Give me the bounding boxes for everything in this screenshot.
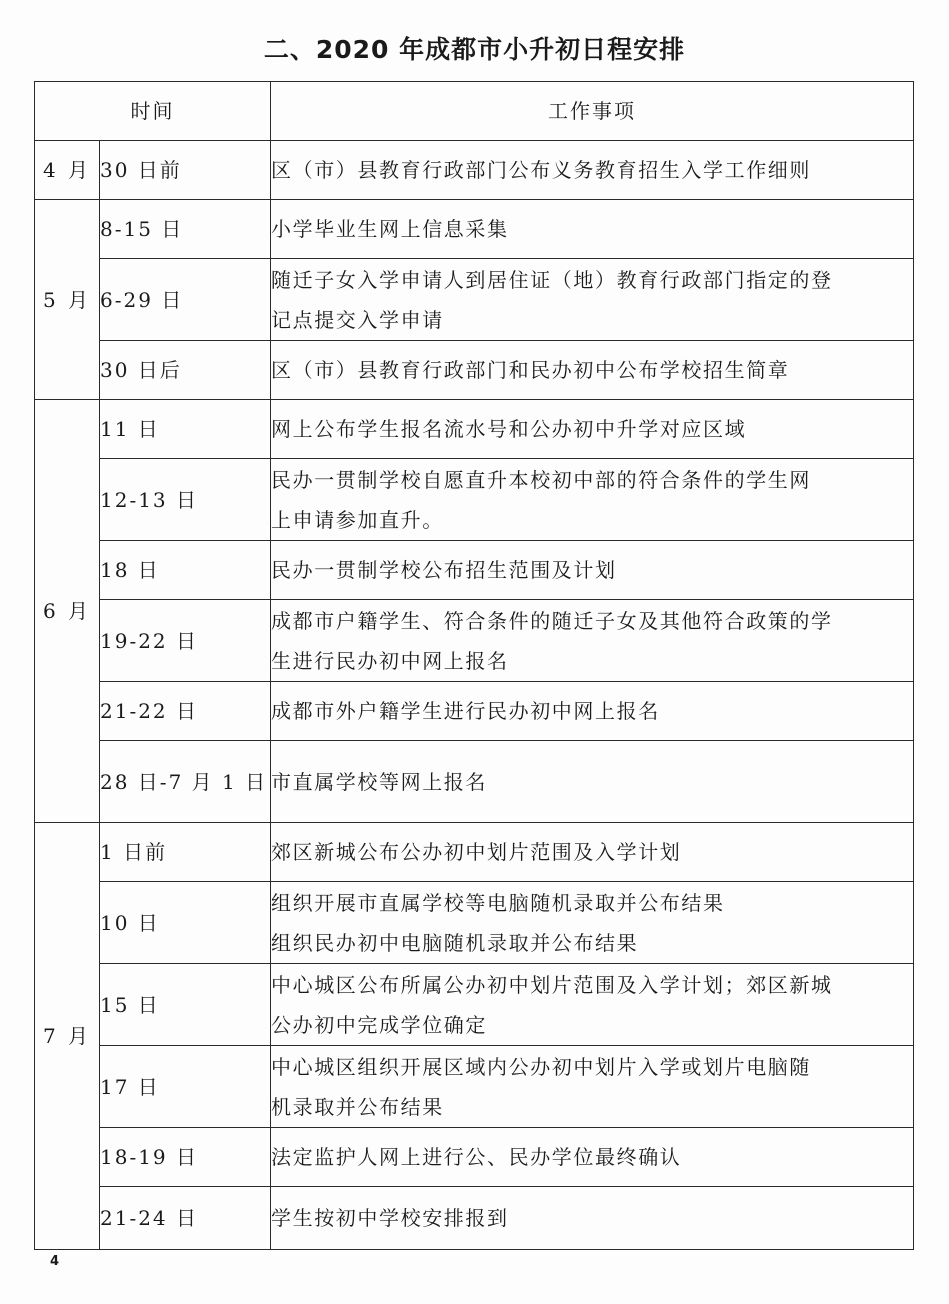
task-line: 组织民办初中电脑随机录取并公布结果 (271, 930, 639, 955)
task-line: 记点提交入学申请 (271, 307, 444, 332)
task-line: 区（市）县教育行政部门和民办初中公布学校招生简章 (271, 358, 790, 382)
task-line: 公办初中完成学位确定 (271, 1012, 487, 1037)
task-cell (271, 682, 914, 741)
task-cell (271, 882, 914, 964)
task-line: 成都市外户籍学生进行民办初中网上报名 (271, 699, 660, 723)
task-line: 民办一贯制学校自愿直升本校初中部的符合条件的学生网 (271, 467, 811, 492)
task-line: 随迁子女入学申请人到居住证（地）教育行政部门指定的登 (271, 267, 833, 292)
table-row (35, 823, 914, 882)
task-line: 学生按初中学校安排报到 (271, 1206, 509, 1230)
task-cell (271, 400, 914, 459)
day-cell: 18 日 (100, 541, 271, 600)
task-line: 组织开展市直属学校等电脑随机录取并公布结果 (271, 890, 725, 915)
task-line: 成都市户籍学生、符合条件的随迁子女及其他符合政策的学 (271, 608, 833, 633)
table-row (35, 964, 914, 1046)
table-row (35, 341, 914, 400)
table-row (35, 459, 914, 541)
table-row (35, 1046, 914, 1128)
task-cell (271, 741, 914, 823)
month-cell: 6 月 (35, 400, 100, 823)
table-row (35, 259, 914, 341)
table-row (35, 741, 914, 823)
table-row (35, 541, 914, 600)
header-time: 时间 (35, 82, 271, 141)
task-cell (271, 1187, 914, 1250)
month-cell: 7 月 (35, 823, 100, 1250)
day-cell: 10 日 (100, 882, 271, 964)
page-number: 4 (50, 1254, 60, 1269)
task-cell (271, 600, 914, 682)
task-cell (271, 1128, 914, 1187)
table-row (35, 682, 914, 741)
task-cell (271, 341, 914, 400)
table-row (35, 141, 914, 200)
task-cell (271, 1046, 914, 1128)
day-cell: 12-13 日 (100, 459, 271, 541)
table-row (35, 600, 914, 682)
table-row (35, 200, 914, 259)
day-cell: 1 日前 (100, 823, 271, 882)
task-cell (271, 459, 914, 541)
task-line: 小学毕业生网上信息采集 (271, 217, 509, 241)
month-cell: 4 月 (35, 141, 100, 200)
task-cell (271, 541, 914, 600)
month-cell: 5 月 (35, 200, 100, 400)
task-line: 郊区新城公布公办初中划片范围及入学计划 (271, 840, 682, 864)
task-line: 市直属学校等网上报名 (271, 769, 487, 794)
day-cell: 15 日 (100, 964, 271, 1046)
task-cell (271, 141, 914, 200)
day-cell: 6-29 日 (100, 259, 271, 341)
day-cell: 17 日 (100, 1046, 271, 1128)
task-cell (271, 259, 914, 341)
task-line: 网上公布学生报名流水号和公办初中升学对应区域 (271, 417, 747, 441)
day-cell: 28 日-7 月 1 日 (100, 741, 271, 823)
task-line: 民办一贯制学校公布招生范围及计划 (271, 558, 617, 582)
task-line: 上申请参加直升。 (271, 507, 444, 532)
page-title: 二、2020 年成都市小升初日程安排 (263, 35, 686, 64)
table-row (35, 1187, 914, 1250)
task-cell (271, 823, 914, 882)
task-line: 中心城区组织开展区域内公办初中划片入学或划片电脑随 (271, 1054, 811, 1079)
task-cell (271, 200, 914, 259)
day-cell: 21-22 日 (100, 682, 271, 741)
day-cell: 8-15 日 (100, 200, 271, 259)
task-line: 法定监护人网上进行公、民办学位最终确认 (271, 1145, 682, 1169)
day-cell: 11 日 (100, 400, 271, 459)
table-row (35, 1128, 914, 1187)
task-line: 生进行民办初中网上报名 (271, 648, 509, 673)
schedule-table (34, 81, 914, 1250)
task-line: 区（市）县教育行政部门公布义务教育招生入学工作细则 (271, 158, 811, 182)
table-row (35, 400, 914, 459)
day-cell: 30 日后 (100, 341, 271, 400)
table-row (35, 882, 914, 964)
header-task: 工作事项 (271, 82, 914, 141)
task-line: 机录取并公布结果 (271, 1094, 444, 1119)
task-line: 中心城区公布所属公办初中划片范围及入学计划；郊区新城 (271, 972, 833, 997)
day-cell: 21-24 日 (100, 1187, 271, 1250)
day-cell: 18-19 日 (100, 1128, 271, 1187)
day-cell: 19-22 日 (100, 600, 271, 682)
day-cell: 30 日前 (100, 141, 271, 200)
task-cell (271, 964, 914, 1046)
